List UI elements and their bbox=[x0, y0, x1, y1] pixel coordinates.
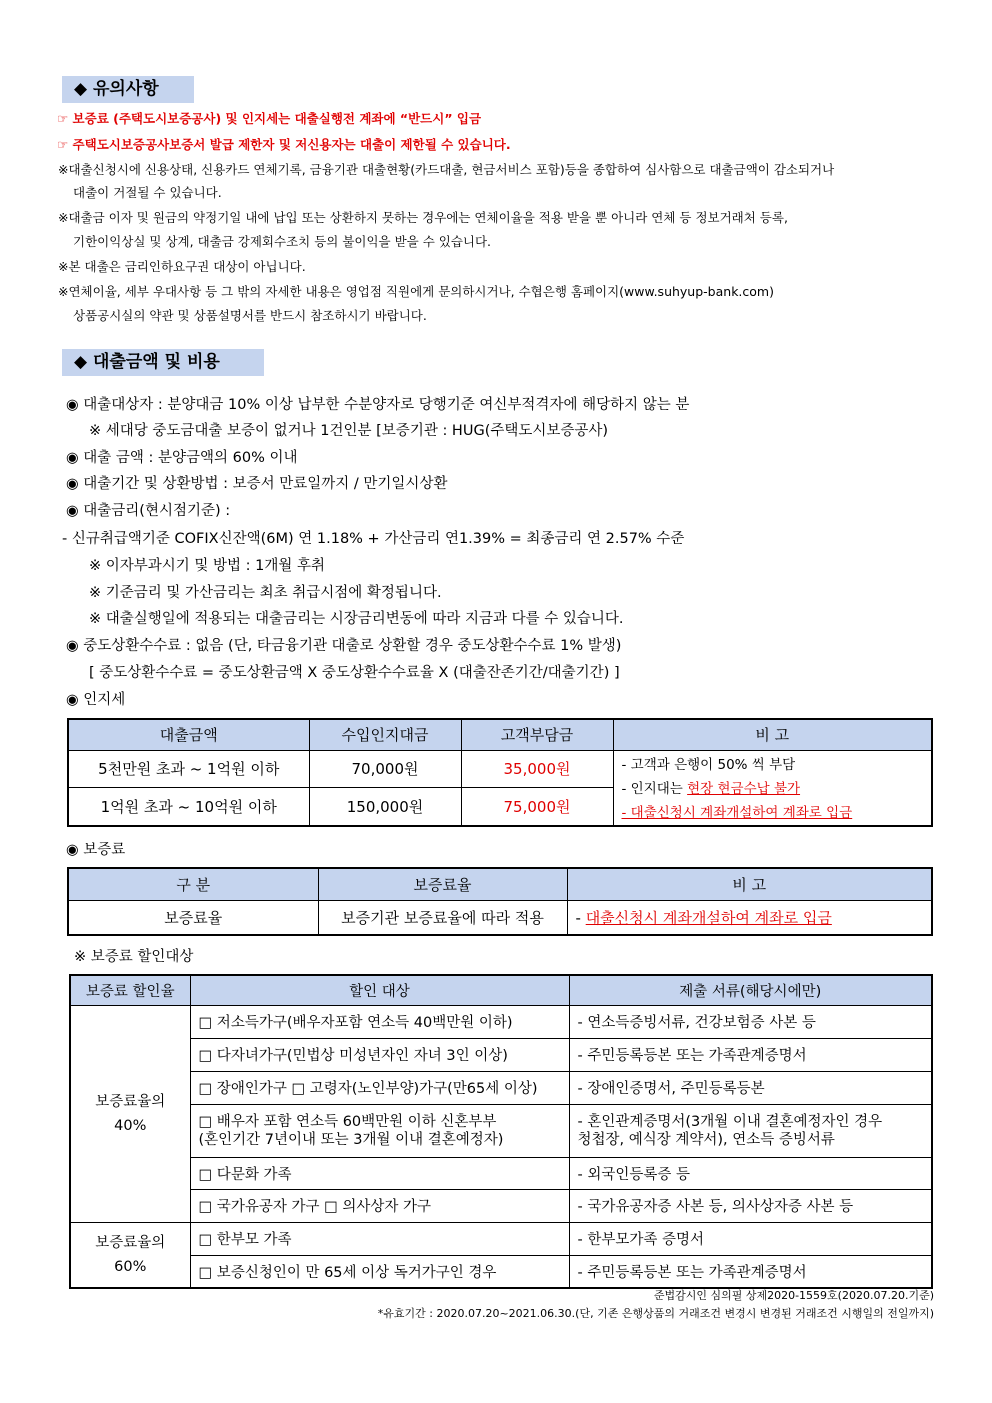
discount-docs: - 혼인관계증명서(3개월 이내 결혼예정자인 경우 청첩장, 예식장 계약서), 연소득 증빙서류 bbox=[569, 1104, 932, 1157]
stamp-note-3: - 대출신청시 계좌개설하여 계좌로 입금 bbox=[621, 804, 853, 821]
table-header: 비 고 bbox=[613, 719, 932, 750]
loan-line: ※ 세대당 중도금대출 보증이 없거나 1건인분 [보증기관 : HUG(주택도시보증공사) bbox=[89, 423, 609, 439]
guarantee-note-prefix: - bbox=[575, 908, 586, 927]
table-row bbox=[70, 1157, 932, 1189]
discount-docs: - 주민등록등본 또는 가족관계증명서 bbox=[569, 1038, 932, 1071]
loan-header-label: 대출금액 및 비용 bbox=[93, 352, 220, 372]
notice-item-1: ☞ 보증료 (주택도시보증공사) 및 인지세는 대출실행전 계좌에 “반드시” 입금 bbox=[57, 111, 482, 126]
guarantee-note: 대출신청시 계좌개설하여 계좌로 입금 bbox=[585, 908, 832, 927]
loan-line: [ 중도상환수수료 = 중도상환금액 X 중도상환수수료율 X (대출잔존기간/대출기간) ] bbox=[89, 665, 620, 681]
discount-docs: - 장애인증명서, 주민등록등본 bbox=[569, 1071, 932, 1104]
discount-label: ※ 보증료 할인대상 bbox=[74, 949, 194, 965]
table-header: 보증료율 bbox=[318, 868, 567, 900]
guarantee-note-cell bbox=[567, 900, 932, 935]
table-row bbox=[70, 1038, 932, 1071]
table-header: 할인 대상 bbox=[190, 975, 569, 1005]
table-row bbox=[70, 1189, 932, 1222]
table-header: 제출 서류(해당시에만) bbox=[569, 975, 932, 1005]
guarantee-table bbox=[67, 867, 933, 936]
discount-target: □ 한부모 가족 bbox=[190, 1222, 569, 1255]
table-header: 수입인지대금 bbox=[309, 719, 461, 750]
loan-line: - 신규취급액기준 COFIX신잔액(6M) 연 1.18% + 가산금리 연1.39% = 최종금리 연 2.57% 수준 bbox=[62, 531, 685, 547]
discount-target: □ 저소득가구(배우자포함 연소득 40백만원 이하) bbox=[190, 1005, 569, 1038]
table-row bbox=[70, 1071, 932, 1104]
notice-line: ※본 대출은 금리인하요구권 대상이 아닙니다. bbox=[58, 259, 306, 274]
loan-amount-cell: 1억원 초과 ~ 10억원 이하 bbox=[68, 787, 309, 825]
stamp-note-2-link: 현장 현금수납 불가 bbox=[687, 780, 801, 797]
stamp-tax-table bbox=[67, 718, 933, 827]
loan-line: ◉ 중도상환수수료 : 없음 (단, 타금융기관 대출로 상환할 경우 중도상환수수료 1% 발생) bbox=[66, 638, 622, 654]
discount-target: □ 다문화 가족 bbox=[190, 1157, 569, 1189]
table-header: 대출금액 bbox=[68, 719, 309, 750]
customer-cell: 75,000원 bbox=[461, 787, 613, 825]
loan-amount-cell: 5천만원 초과 ~ 1억원 이하 bbox=[68, 750, 309, 787]
table-header: 비 고 bbox=[567, 868, 932, 900]
guarantee-label: ◉ 보증료 bbox=[66, 842, 126, 858]
discount-target: □ 다자녀가구(민법상 미성년자인 자녀 3인 이상) bbox=[190, 1038, 569, 1071]
diamond-icon: ◆ bbox=[74, 352, 88, 372]
stamp-note-1: - 고객과 은행이 50% 씩 부담 bbox=[621, 756, 796, 773]
discount-docs: - 한부모가족 증명서 bbox=[569, 1222, 932, 1255]
notice-header-label: 유의사항 bbox=[93, 79, 159, 99]
table-row bbox=[70, 1005, 932, 1038]
loan-line: ◉ 인지세 bbox=[66, 692, 126, 708]
customer-cell: 35,000원 bbox=[461, 750, 613, 787]
stamp-cell: 150,000원 bbox=[309, 787, 461, 825]
loan-line: ◉ 대출대상자 : 분양대금 10% 이상 납부한 수분양자로 당행기준 여신부적격자에 해당하지 않는 분 bbox=[66, 397, 690, 413]
loan-line: ※ 이자부과시기 및 방법 : 1개월 후취 bbox=[89, 558, 326, 574]
table-row bbox=[70, 1222, 932, 1255]
guarantee-kind-cell: 보증료율 bbox=[68, 900, 318, 935]
notice-line: 기한이익상실 및 상계, 대출금 강제회수조치 등의 불이익을 받을 수 있습니다. bbox=[73, 234, 492, 249]
table-row bbox=[70, 1255, 932, 1288]
discount-target: □ 배우자 포함 연소득 60백만원 이하 신혼부부 (혼인기간 7년이내 또는 3개월 이내 결혼예정자) bbox=[190, 1104, 569, 1157]
guarantee-rate-cell: 보증기관 보증료율에 따라 적용 bbox=[318, 900, 567, 935]
discount-table bbox=[69, 974, 933, 1289]
table-header: 보증료 할인율 bbox=[70, 975, 190, 1005]
discount-rate-40: 보증료율의 40% bbox=[70, 1005, 190, 1222]
table-row bbox=[68, 750, 932, 787]
loan-line: ※ 기준금리 및 가산금리는 최초 취급시점에 확정됩니다. bbox=[89, 585, 442, 601]
stamp-note-2 bbox=[622, 777, 924, 801]
discount-target: □ 보증신청인이 만 65세 이상 독거가구인 경우 bbox=[190, 1255, 569, 1288]
diamond-icon: ◆ bbox=[74, 79, 88, 99]
discount-docs: - 연소득증빙서류, 건강보험증 사본 등 bbox=[569, 1005, 932, 1038]
discount-docs: - 주민등록등본 또는 가족관계증명서 bbox=[569, 1255, 932, 1288]
notice-item-2: ☞ 주택도시보증공사보증서 발급 제한자 및 저신용자는 대출이 제한될 수 있습니다. bbox=[57, 137, 511, 152]
loan-line: ◉ 대출 금액 : 분양금액의 60% 이내 bbox=[66, 450, 298, 466]
table-row bbox=[70, 1104, 932, 1157]
loan-line: ◉ 대출금리(현시점기준) : bbox=[66, 503, 231, 519]
validity-footer: *유효기간 : 2020.07.20~2021.06.30.(단, 기존 은행상품의 거래조건 변경시 변경된 거래조건 시행일의 전일까지) bbox=[377, 1307, 934, 1320]
table-row bbox=[68, 900, 932, 935]
discount-rate-60: 보증료율의 60% bbox=[70, 1222, 190, 1288]
notice-header bbox=[62, 76, 194, 103]
notice-line: ※연체이율, 세부 우대사항 등 그 밖의 자세한 내용은 영업점 직원에게 문의하시거나, 수협은행 홈페이지(www.suhyup-bank.com) bbox=[58, 284, 774, 299]
discount-docs: - 외국인등록증 등 bbox=[569, 1157, 932, 1189]
table-header: 고객부담금 bbox=[461, 719, 613, 750]
compliance-footer: 준법감시인 심의필 상제2020-1559호(2020.07.20.기준) bbox=[653, 1289, 934, 1302]
discount-docs: - 국가유공자증 사본 등, 의사상자증 사본 등 bbox=[569, 1189, 932, 1222]
stamp-cell: 70,000원 bbox=[309, 750, 461, 787]
table-header: 구 분 bbox=[68, 868, 318, 900]
stamp-note-cell bbox=[613, 750, 932, 826]
loan-line: ◉ 대출기간 및 상환방법 : 보증서 만료일까지 / 만기일시상환 bbox=[66, 476, 448, 492]
notice-line: 상품공시실의 약관 및 상품설명서를 반드시 참조하시기 바랍니다. bbox=[73, 308, 427, 323]
stamp-note-2-prefix: - 인지대는 bbox=[621, 780, 688, 797]
notice-line: 대출이 거절될 수 있습니다. bbox=[73, 185, 222, 200]
loan-header bbox=[62, 349, 264, 376]
discount-target: □ 장애인가구 □ 고령자(노인부양)가구(만65세 이상) bbox=[190, 1071, 569, 1104]
notice-line: ※대출금 이자 및 원금의 약정기일 내에 납입 또는 상환하지 못하는 경우에는 연체이율을 적용 받을 뿐 아니라 연체 등 정보거래처 등록, bbox=[58, 210, 788, 225]
notice-line: ※대출신청시에 신용상태, 신용카드 연체기록, 금융기관 대출현황(카드대출, 현금서비스 포함)등을 종합하여 심사함으로 대출금액이 감소되거나 bbox=[58, 162, 835, 177]
discount-target: □ 국가유공자 가구 □ 의사상자 가구 bbox=[190, 1189, 569, 1222]
loan-line: ※ 대출실행일에 적용되는 대출금리는 시장금리변동에 따라 지금과 다를 수 있습니다. bbox=[89, 611, 624, 627]
